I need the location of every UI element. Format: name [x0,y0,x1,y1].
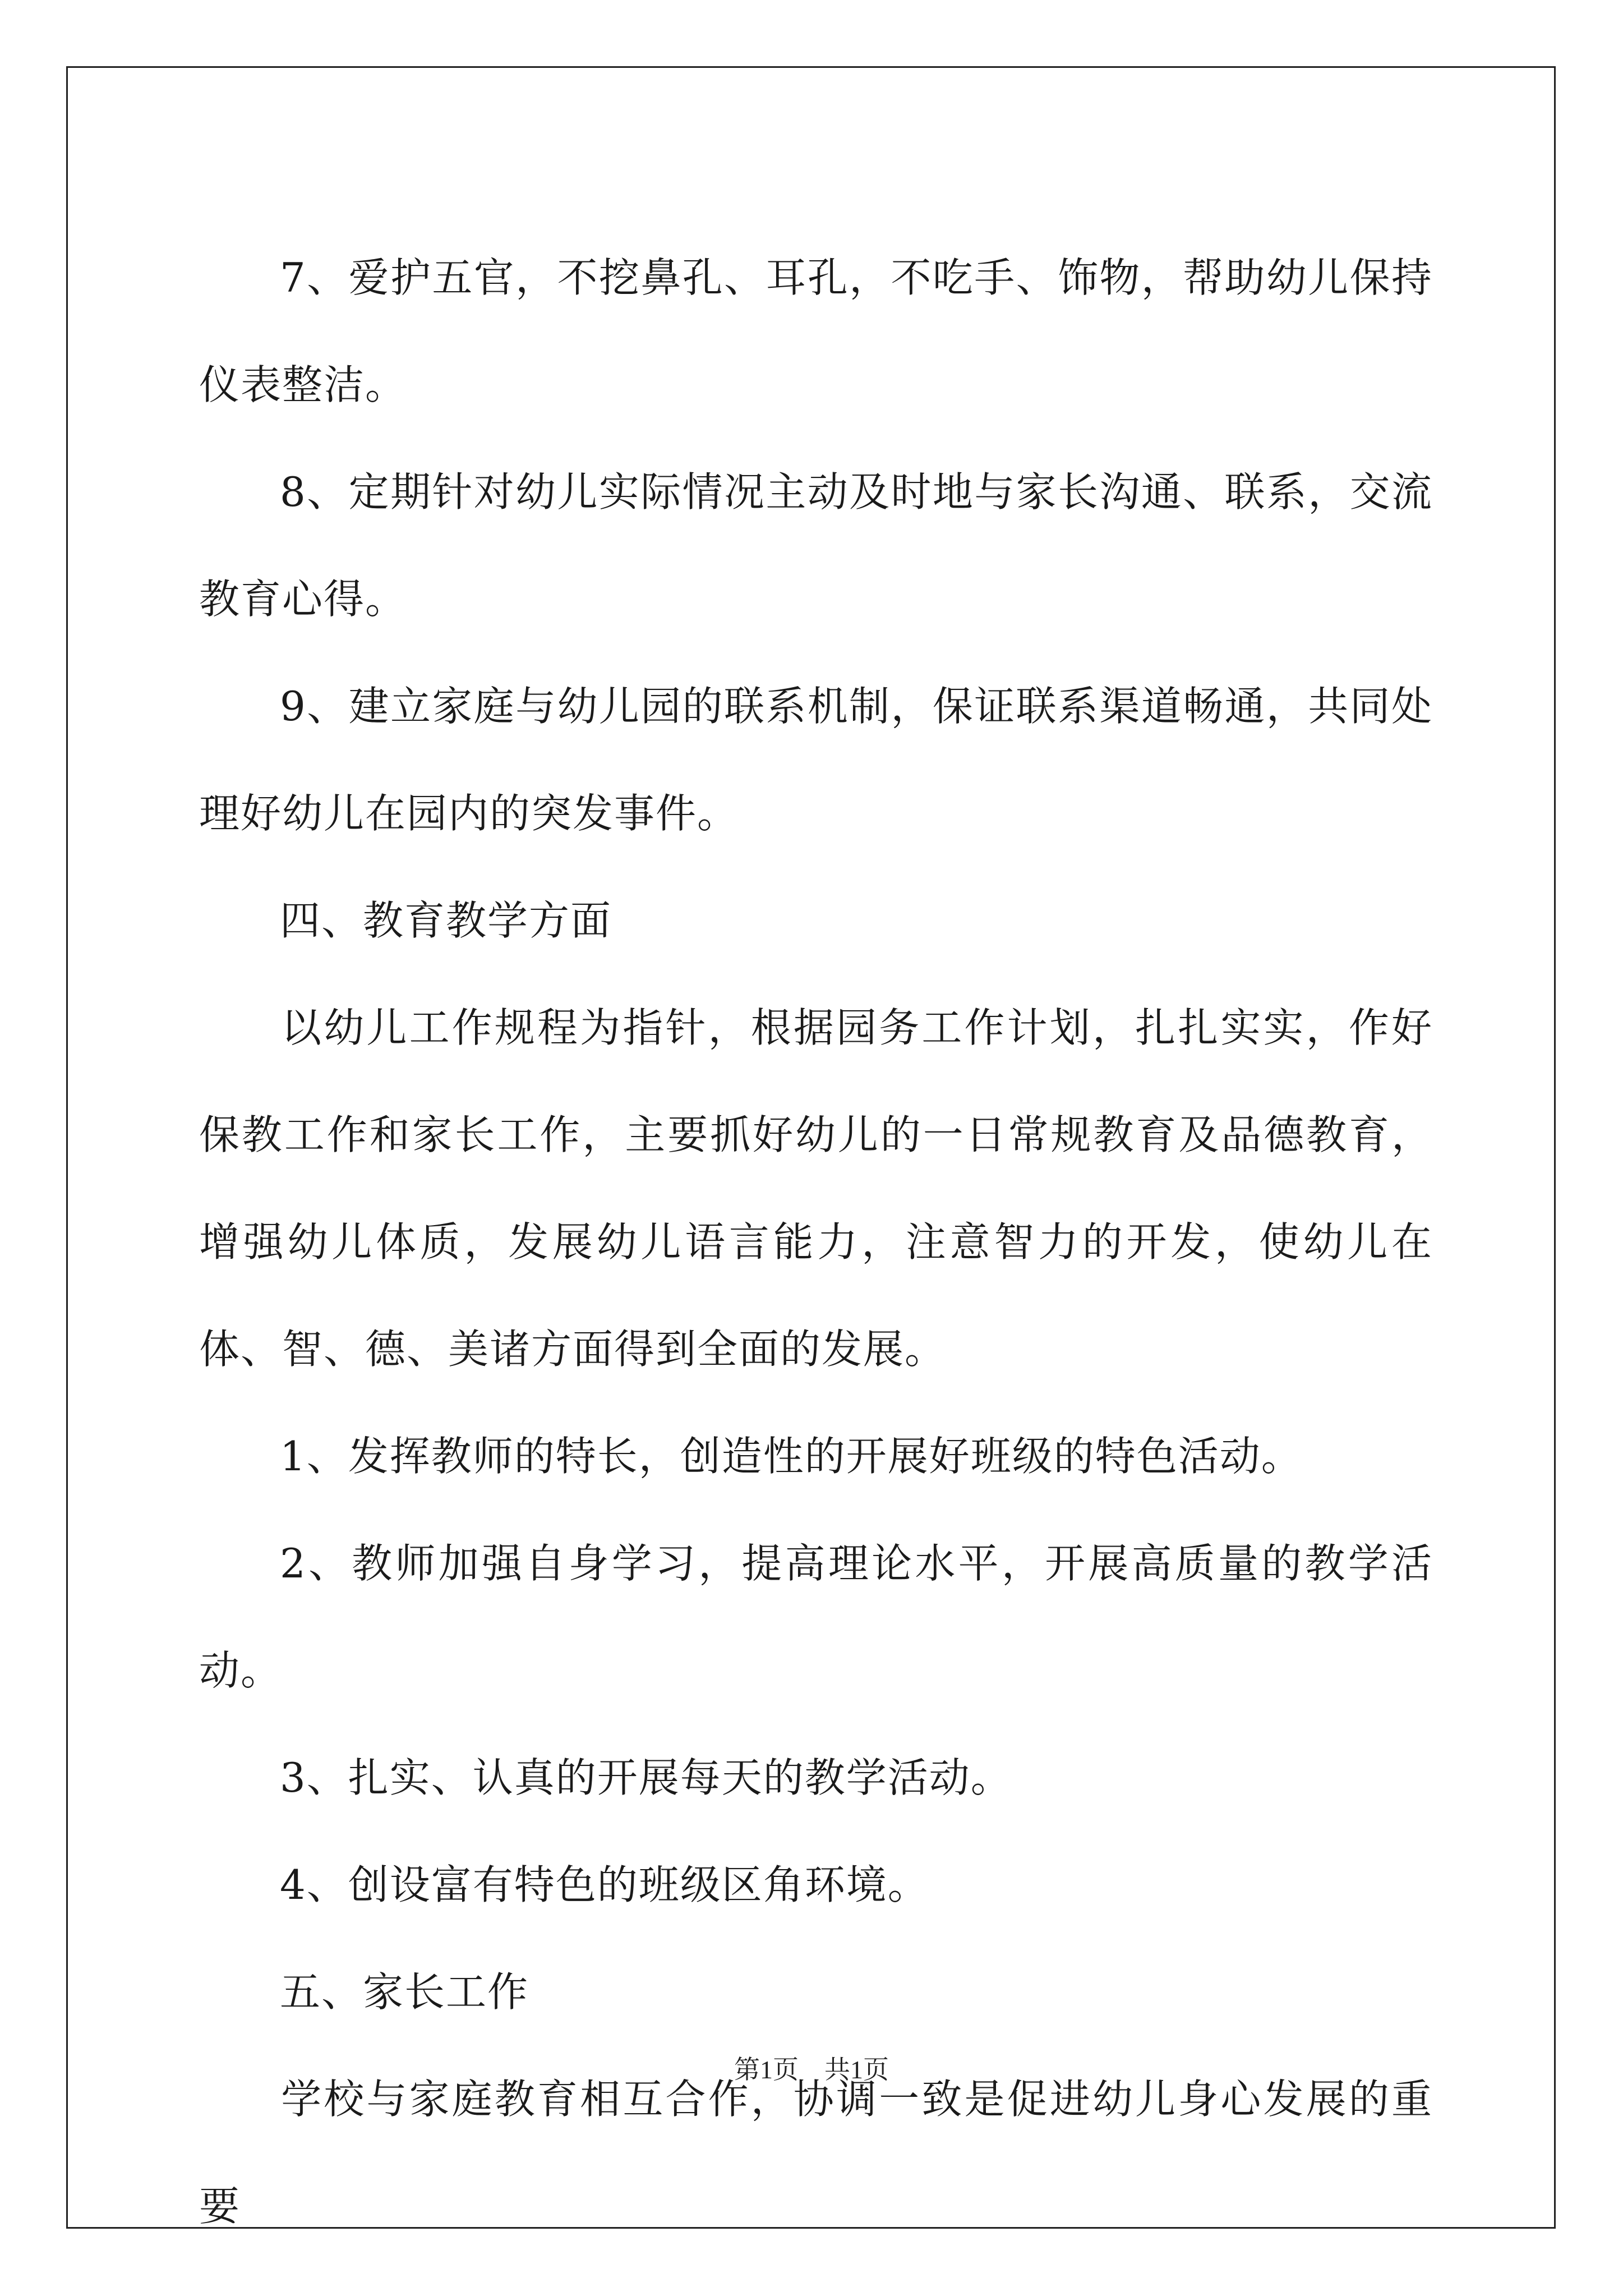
paragraph-item-4: 4、创设富有特色的班级区角环境。 [280,1861,929,1908]
paragraph-item-1: 1、发挥教师的特长，创造性的开展好班级的特色活动。 [280,1433,1303,1480]
document-body [199,224,1433,2260]
paragraph-parents-intro: 学校与家庭教育相互合作，协调一致是促进幼儿身心发展的重要 [199,2076,1433,2230]
paragraph-item-7: 7、爱护五官，不挖鼻孔、耳孔，不吃手、饰物，帮助幼儿保持仪表整洁。 [199,254,1433,408]
page-number: 第1页 [734,2055,799,2084]
paragraph-education-intro: 以幼儿工作规程为指针，根据园务工作计划，扎扎实实，作好保教工作和家长工作，主要抓好幼儿的一日常规教育及品德教育，增强幼儿体质，发展幼儿语言能力，注意智力的开发，使幼儿在体、智、德、美诸方面得到全面的发展。 [199,1004,1433,1373]
section-heading-parents: 五、家长工作 [280,1968,529,2016]
section-heading-education: 四、教育教学方面 [280,897,612,944]
paragraph-item-2: 2、教师加强自身学习，提高理论水平，开展高质量的教学活动。 [199,1540,1433,1694]
paragraph-item-3: 3、扎实、认真的开展每天的教学活动。 [280,1754,1012,1801]
page-total: 共1页 [824,2055,889,2084]
paragraph-item-8: 8、定期针对幼儿实际情况主动及时地与家长沟通、联系，交流教育心得。 [199,468,1433,623]
paragraph-item-9: 9、建立家庭与幼儿园的联系机制，保证联系渠道畅通，共同处理好幼儿在园内的突发事件。 [199,683,1433,837]
page-footer [0,2053,1623,2087]
